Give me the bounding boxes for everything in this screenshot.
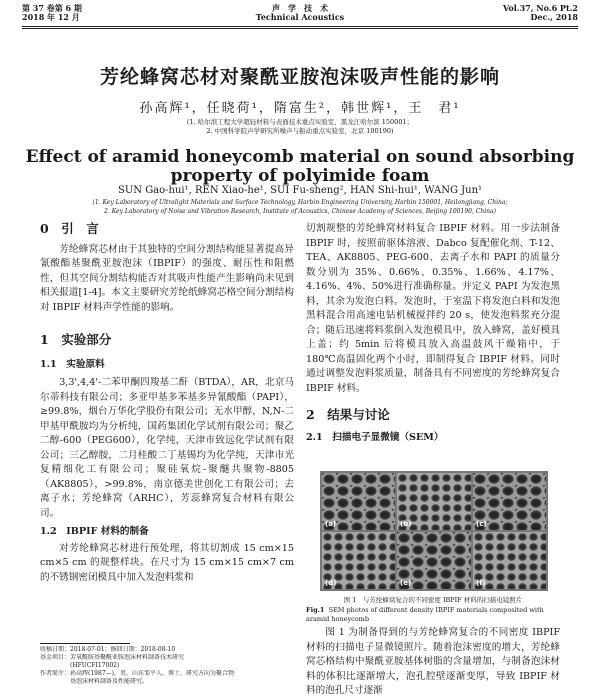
sem-label-f: (f) (476, 579, 486, 587)
sem-label-a: (a) (325, 520, 337, 528)
sem-panel-b (397, 473, 471, 530)
journal-issue: Vol.37, No.6 Pt.2 Dec., 2018 (502, 3, 578, 22)
footnote-author: 作者简介：孙高辉(1987—)，男，山东邹平人，博士，研究方向为聚合物 (40, 670, 234, 677)
intro-paragraph: 芳纶蜂窝芯材由于其独特的空间分割结构能显著提高异氰酸酯基聚酰亚胺泡沫（IBPIF）的强度、耐压性和阻燃性，但其空间分割结构能否对其吸声性能产生影响尚未见到相关报道[1-4]。本文主要研究芳纶纸蜂窝芯格空间分割结构对 IBPIF 材料声学性能的影响。 (40, 243, 294, 313)
results-paragraph-block (306, 626, 560, 699)
footnote-fund: 基金项目：芳氧酰胺基聚酰亚胺泡沫材料制备技术研究 (40, 654, 185, 661)
journal-volume: 第 37 卷第 6 期 2018 年 12 月 (22, 3, 82, 22)
figure-caption-text: SEM photos of different density IBPIF materials composited with aramid honeycomb (306, 606, 544, 623)
affiliation-en-1: (1. Key Laboratory of Ultralight Materials and Surface Technology, Harbin Engineering University, Harbin 150001, Heilongjiang, China; (92, 199, 508, 206)
journal-name: 声 学 技 术 Technical Acoustics (255, 3, 345, 22)
sem-label-d: (d) (325, 579, 337, 587)
section-1-2-heading: 1.2 IBPIF 材料的制备 (40, 526, 149, 537)
affiliation-cn-1: (1. 哈尔滨工程大学超轻材料与表面技术重点实验室，黑龙江哈尔滨 150001； (186, 118, 414, 126)
results-paragraph: 图 1 为制备得到的与芳纶蜂窝复合的不同密度 IBPIF 材料的扫描电子显微镜照片。随着泡沫密度的增大，芳纶蜂窝芯格结构中聚酰亚胺基体树脂的含量增加，与制备泡沫材料的体积比逐渐增大，泡孔腔壁逐渐变厚，导致 IBPIF 材料的泡孔尺寸逐渐 (306, 627, 560, 696)
figure-caption-chinese: 图 1 与芳纶蜂窝复合的不同密度 IBPIF 材料的扫描电镜照片 (343, 596, 523, 604)
sem-panel-e (397, 532, 471, 589)
authors-english: SUN Gao-hui¹, REN Xiao-he¹, SUI Fu-sheng², HAN Shi-hui¹, WANG Jun¹ (117, 185, 483, 196)
title-chinese: 芳纶蜂窝芯材对聚酰亚胺泡沫吸声性能的影响 (99, 66, 500, 88)
footnote-rule (40, 643, 130, 644)
title-english: Effect of aramid honeycomb material on sound absorbing property of polyimide foam (25, 147, 575, 186)
affiliation-cn-2: 2. 中国科学院声学研究所噪声与振动重点实验室，北京 100190) (206, 127, 394, 135)
section-1-1-heading: 1.1 实验原料 (40, 358, 105, 370)
affiliation-en-2: 2. Key Laboratory of Noise and Vibration Research, Institute of Acoustics, Chinese Academy of Sciences, Beijing 100190, China) (104, 208, 496, 215)
sem-label-e: (e) (400, 579, 412, 587)
header-rule-thin (22, 28, 578, 29)
figure-caption-english (306, 606, 560, 623)
section-2-heading: 2 结果与讨论 (306, 407, 390, 422)
sem-label-b: (b) (400, 520, 412, 528)
right-column (306, 222, 560, 445)
footnote-fund-id: (HFUCFI17002) (40, 662, 120, 669)
sem-label-c: (c) (476, 520, 487, 528)
left-column (40, 222, 294, 585)
footnote-received: 收稿日期：2018-07-01；修回日期：2018-08-10 (40, 646, 176, 653)
footnote-author-cont: 基泡沫材料制备及性能研究。 (40, 678, 149, 685)
figure-label: Fig.1 (306, 606, 325, 614)
procedure-paragraph: 切割规整的芳纶蜂窝材料复合 IBPIF 材料。用一步法制备 IBPIF 时，按照前驱体溶液、Dabco 复配催化剂、T-12、TEA、AK8805、PEG-600、去离子水和 PAPI 的质量分数分别为 35%、0.66%、0.35%、1.66%、4.17%、4.16%、4%、50%进行准确称量。并定义 PAPI 为发泡黑料，其余为发泡白料。发泡时，于室温下将发泡白料和发泡黑料混合用高速电钻机械搅拌约 20 s，使发泡料浆充分混合；随后迅速将料浆倒入发泡模具中，放入蜂窝，盖好模具上盖；约 5min 后将模具放入高温鼓风干燥箱中，于 180℃高温固化两个小时，即制得复合 IBPIF 材料。同时通过调整发泡料浆质量，制备具有不同密度的芳纶蜂窝复合 IBPIF 材料。 (306, 223, 560, 394)
authors-chinese: 孙高辉¹，任晓荷¹，隋富生²，韩世辉¹，王 君¹ (139, 101, 461, 116)
materials-paragraph: 3,3',4,4'-二苯甲酮四羧基二酐（BTDA），AR，北京马尔蒂科技有限公司；多亚甲基多苯基多异氰酸酯（PAPI），≥99.8%，烟台万华化学股份有限公司；无水甲醇，N,N-二甲基甲酰胺均为分析纯，国药集团化学试剂有限公司；聚乙二醇-600（PEG600），化学纯，天津市致远化学试剂有限公司；三乙醇胺，二月桂酸二丁基锡均为化学纯，天津市光复精细化工有限公司；聚硅氧烷-聚醚共聚物-8805（AK8805），>99.8%，南京德美世创化工有限公司；去离子水；芳纶蜂窝（ARHC），芳蕊蜂窝复合材料有限公司。 (40, 377, 294, 519)
sem-panel-c (473, 473, 546, 530)
header-rule (22, 26, 578, 27)
footnotes (40, 646, 294, 686)
sem-panel-a (322, 473, 395, 530)
sem-panel-f (473, 532, 546, 589)
preparation-paragraph: 对芳纶蜂窝芯材进行预处理，将其切割成 15 cm×15 cm×5 cm 的规整样块。在尺寸为 15 cm×15 cm×7 cm 的不锈钢密闭模具中加入发泡料浆和 (40, 542, 294, 583)
section-0-heading: 0 引 言 (40, 221, 99, 236)
sem-figure (320, 471, 548, 591)
section-2-1-heading: 2.1 扫描电子显微镜（SEM） (306, 431, 444, 443)
sem-panel-d (322, 532, 395, 589)
section-1-heading: 1 实验部分 (40, 332, 112, 347)
